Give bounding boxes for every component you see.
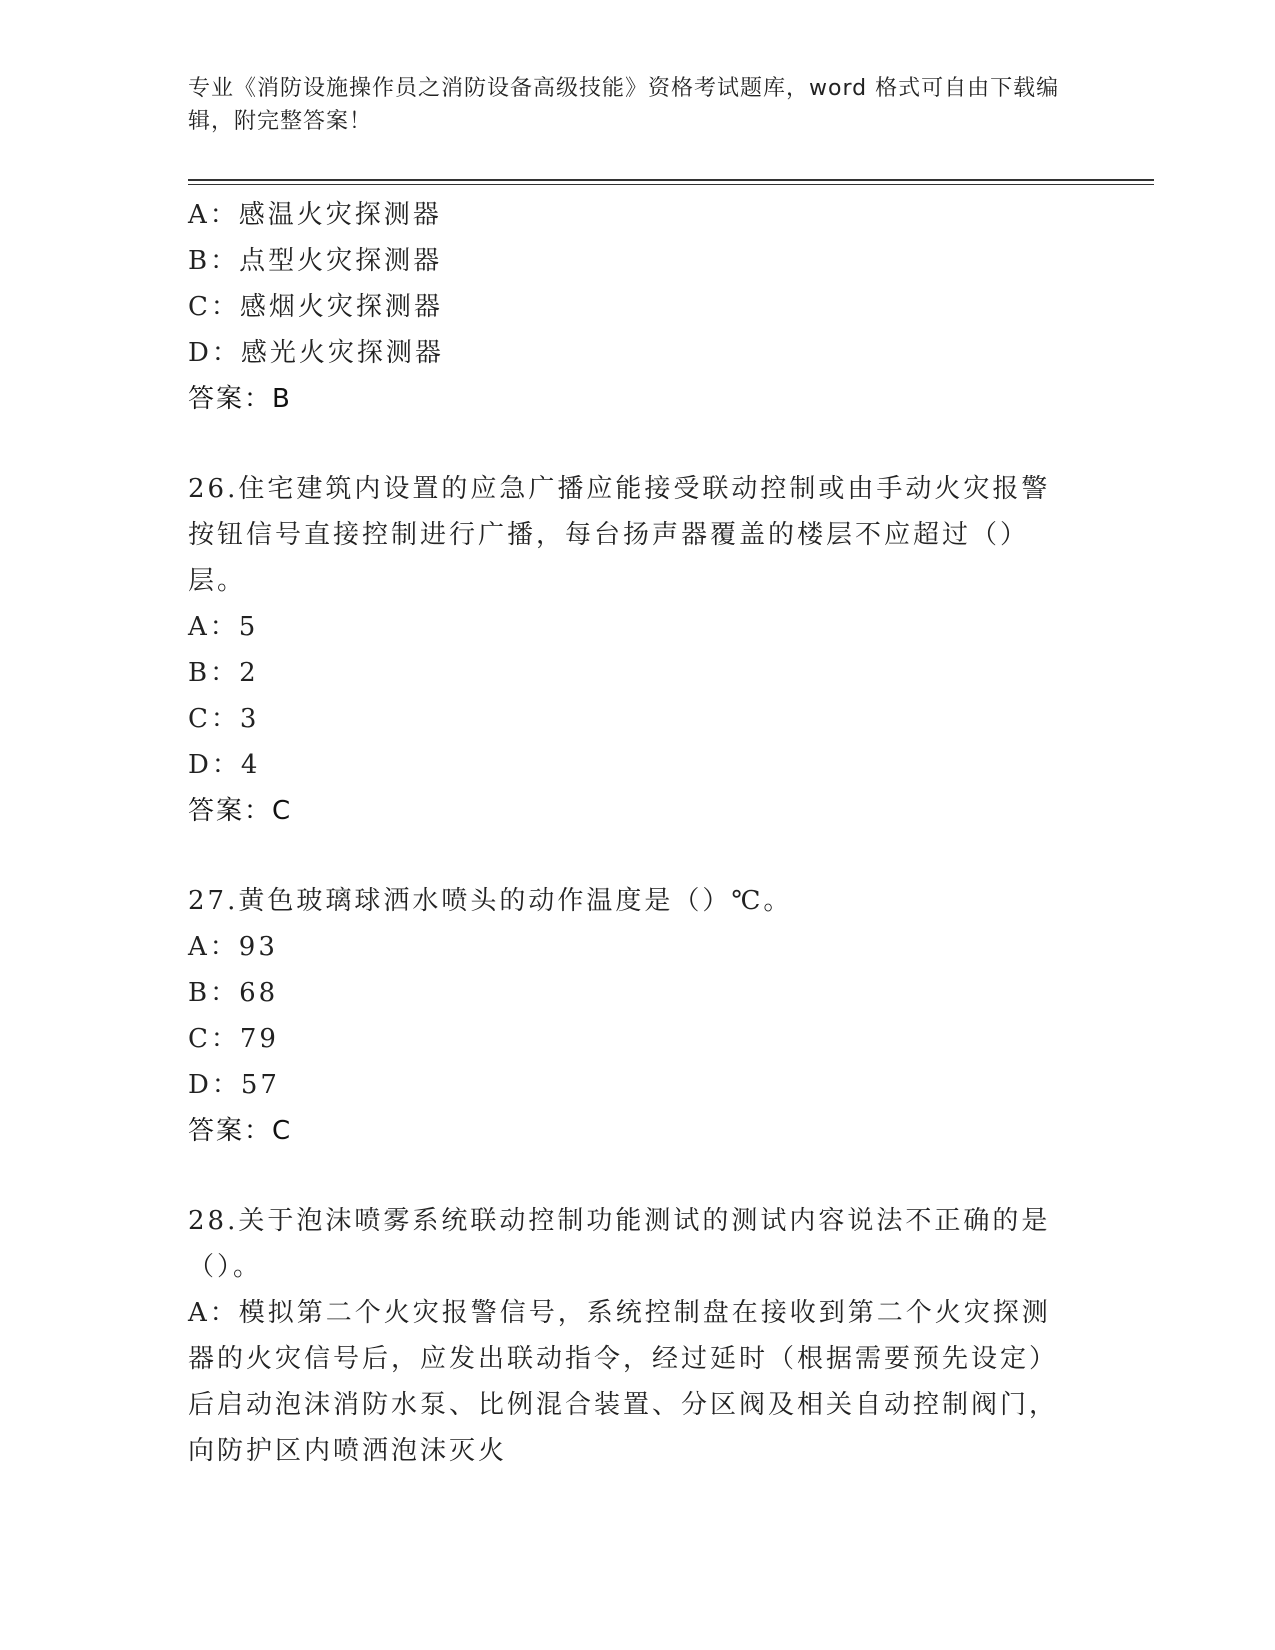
question-stem: 27.黄色玻璃球洒水喷头的动作温度是（）℃。 bbox=[188, 886, 793, 916]
question-26 bbox=[188, 466, 1078, 834]
question-stem: 26.住宅建筑内设置的应急广播应能接受联动控制或由手动火灾报警按钮信号直接控制进行广播，每台扬声器覆盖的楼层不应超过（）层。 bbox=[188, 474, 1051, 596]
option-d: D：57 bbox=[188, 1070, 280, 1100]
spacer bbox=[188, 1154, 1078, 1198]
option-b: B：68 bbox=[188, 978, 279, 1008]
document-header: 专业《消防设施操作员之消防设备高级技能》资格考试题库，word 格式可自由下载编辑，附完整答案！ bbox=[188, 76, 1060, 134]
answer: 答案：B bbox=[188, 384, 292, 414]
spacer bbox=[188, 422, 1078, 466]
option-a: A：5 bbox=[188, 612, 259, 642]
question-list bbox=[188, 192, 1078, 1474]
option-c: C：感烟火灾探测器 bbox=[188, 292, 443, 322]
spacer bbox=[188, 834, 1078, 878]
option-a: A：感温火灾探测器 bbox=[188, 200, 442, 230]
option-a: A：93 bbox=[188, 932, 278, 962]
header-divider-thick bbox=[188, 179, 1154, 181]
option-b: B：点型火灾探测器 bbox=[188, 246, 443, 276]
option-c: C：3 bbox=[188, 704, 260, 734]
question-stem: 28.关于泡沫喷雾系统联动控制功能测试的测试内容说法不正确的是（）。 bbox=[188, 1206, 1051, 1282]
answer: 答案：C bbox=[188, 796, 293, 826]
header-divider-thin bbox=[188, 184, 1154, 185]
question-25 bbox=[188, 192, 1078, 422]
option-c: C：79 bbox=[188, 1024, 279, 1054]
option-d: D：4 bbox=[188, 750, 261, 780]
option-a: A：模拟第二个火灾报警信号，系统控制盘在接收到第二个火灾探测器的火灾信号后，应发出联动指令，经过延时（根据需要预先设定）后启动泡沫消防水泵、比例混合装置、分区阀及相关自动控制阀门，向防护区内喷洒泡沫灭火 bbox=[188, 1298, 1059, 1466]
question-28 bbox=[188, 1198, 1078, 1474]
option-d: D：感光火灾探测器 bbox=[188, 338, 444, 368]
answer: 答案：C bbox=[188, 1116, 293, 1146]
question-27 bbox=[188, 878, 1078, 1154]
option-b: B：2 bbox=[188, 658, 259, 688]
